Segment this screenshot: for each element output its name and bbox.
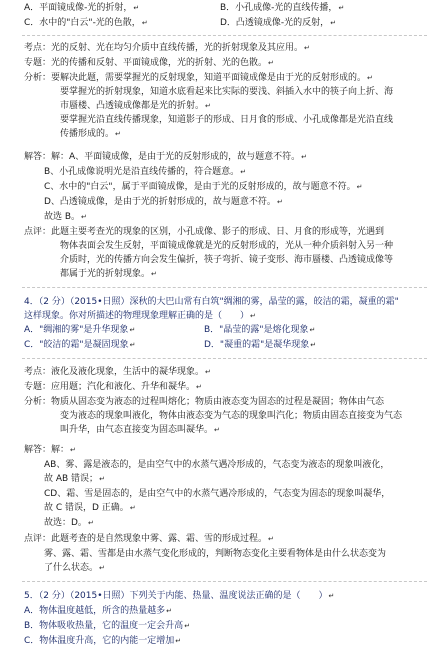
q3-jieda-line-4: D、凸透镜成像，是由于光的折射形成的，故与题意不符。↵ (44, 197, 283, 207)
q3-dianping-line-4: 都属于光的折射现象。↵ (60, 269, 157, 279)
q3-jieda-line-3: C、水中的"白云"，属于平面镜成像，是由于光的反射形成的，故与题意不符。↵ (44, 182, 363, 192)
q4-jieda-line-5: 故 C 错误，D 正确。↵ (44, 503, 136, 513)
q4-dianping-line-2: 雾、露、霜、雪都是由水蒸气变化形成的，判断物态变化主要看物体是由什么状态变为 (44, 549, 387, 559)
q3-options-row-1: A．平面镜成像-光的折射，↵ B．小孔成像-光的直线传播，↵ (24, 3, 345, 13)
q4-dianping-line-3: 了什么状态。↵ (44, 563, 105, 573)
q4-jieda-line-4: CD、霜、雪是固态的，是由空气中的水蒸气遇冷形成的，气态变为固态的现象叫凝华， (44, 489, 391, 499)
q3-jieda-line-2: B、小孔成像说明光是沿直线传播的，符合题意。↵ (44, 167, 247, 177)
q4-jieda-line-1: 解答：解：↵ (24, 445, 76, 455)
q5-option-c: C．物体温度升高，它的内能一定增加↵ (24, 636, 182, 646)
divider (22, 358, 427, 359)
q5-option-b: B．物体吸收热量，它的温度一定会升高↵ (24, 621, 191, 631)
divider (22, 581, 427, 582)
q3-jieda-line-1: 解答：解：A、平面镜成像，是由于光的反射形成的，故与题意不符。↵ (24, 152, 308, 162)
divider (22, 287, 427, 288)
q5-stem: 5．（2 分）（2015•日照）下列关于内能、热量、温度说法正确的是（ ）↵ (24, 591, 335, 601)
q3-option-d: D．凸透镜成像-光的反射， (220, 18, 330, 28)
q3-option-c: C．水中的"白云"-光的色散， (24, 18, 141, 28)
divider (22, 35, 427, 36)
q4-fenxi-line-1: 分析：物质从固态变为液态的过程叫熔化；物质由液态变为固态的过程是凝固；物体由气态 (24, 397, 385, 407)
q3-zhuanti: 专题：光的传播和反射、平面镜成像，光的折射、光的色散。↵ (24, 58, 274, 68)
q4-jieda-line-3: 故 AB 错误；↵ (44, 474, 105, 484)
q4-stem-line-1: 4．（2 分）（2015•日照）深秋的大巴山常有白筑"绸湘的雾，晶莹的露，皎洁的霜，凝重的霜" (24, 297, 399, 307)
q3-dianping-line-2: 物体表面会发生反射，平面镜成像就是光的反射形成的，光从一种介质斜射入另一种 (60, 241, 394, 251)
q4-option-d: D．"凝重的霜"是凝华现象 (204, 340, 310, 350)
q4-stem-line-2: 这样现象。你对所描述的物理现象理解正确的是（ ）↵ (24, 311, 256, 321)
q4-options-row-1: A．"绸湘的雾"是升华现象↵ B．"晶莹的露"是熔化现象↵ (24, 325, 316, 335)
q4-option-a: A．"绸湘的雾"是升华现象 (24, 325, 129, 335)
q3-jieda-line-5: 故选 B。↵ (44, 212, 87, 222)
q4-option-c: C．"皎洁的霜"是凝固现象 (24, 340, 129, 350)
q3-fenxi-line-4: 要掌握光沿直线传播现象，知道影子的形成、日月食的形成、小孔成像都是光沿直线 (60, 115, 394, 125)
q4-options-row-2: C．"皎洁的霜"是凝固现象↵ D．"凝重的霜"是凝华现象↵ (24, 340, 317, 350)
q3-kaodian: 考点：光的反射、光在均匀介质中直线传播，光的折射现象及其应用。↵ (24, 43, 310, 53)
q3-option-a: A．平面镜成像-光的折射， (24, 3, 133, 13)
q3-option-b: B．小孔成像-光的直线传播， (220, 3, 338, 13)
q4-option-b: B．"晶莹的露"是熔化现象 (204, 325, 309, 335)
q3-dianping-line-1: 点评：此题主要考查光的现象的区别，小孔成像、影子的形成、日、月食的形成等，光遇到 (24, 227, 385, 237)
q3-fenxi-line-5: 传播形成的。↵ (60, 129, 121, 139)
q3-options-row-2: C．水中的"白云"-光的色散，↵ D．凸透镜成像-光的反射，↵ (24, 18, 337, 28)
q4-fenxi-line-3: 叫升华，由气态直接变为固态叫凝华。↵ (60, 425, 220, 435)
q4-zhuanti: 专题：应用题；汽化和液化、升华和凝华。↵ (24, 382, 202, 392)
q4-fenxi-line-2: 变为液态的现象叫液化，物体由液态变为气态的现象叫汽化；物质由固态直接变为气态 (60, 411, 403, 421)
q4-jieda-line-2: AB、雾、露是液态的，是由空气中的水蒸气遇冷形成的，气态变为液态的现象叫液化， (44, 460, 390, 470)
q3-fenxi-line-2: 要掌握光的折射现象，知道水底看起来比实际的要浅、斜插入水中的筷子向上折、海 (60, 87, 394, 97)
q4-jieda-line-6: 故选：D。↵ (44, 518, 94, 528)
q3-fenxi-line-3: 市蜃楼、凸透镜成像都是光的折射。↵ (60, 101, 211, 111)
q4-kaodian: 考点：液化及液化现象，生活中的凝华现象。↵ (24, 367, 211, 377)
q3-fenxi-line-1: 分析：要解决此题，需要掌握光的反射现象，知道平面镜成像是由于光的反射形成的。↵ (24, 73, 373, 83)
q4-dianping-line-1: 点评：此题考查的是自然现象中雾、露、霜、雪的形成过程。↵ (24, 534, 274, 544)
q3-dianping-line-3: 介质时，光的传播方向会发生偏折，筷子弯折、镜子变形、海市蜃楼、凸透镜成像等 (60, 255, 394, 265)
q5-option-a: A．物体温度越低，所含的热量越多↵ (24, 606, 173, 616)
